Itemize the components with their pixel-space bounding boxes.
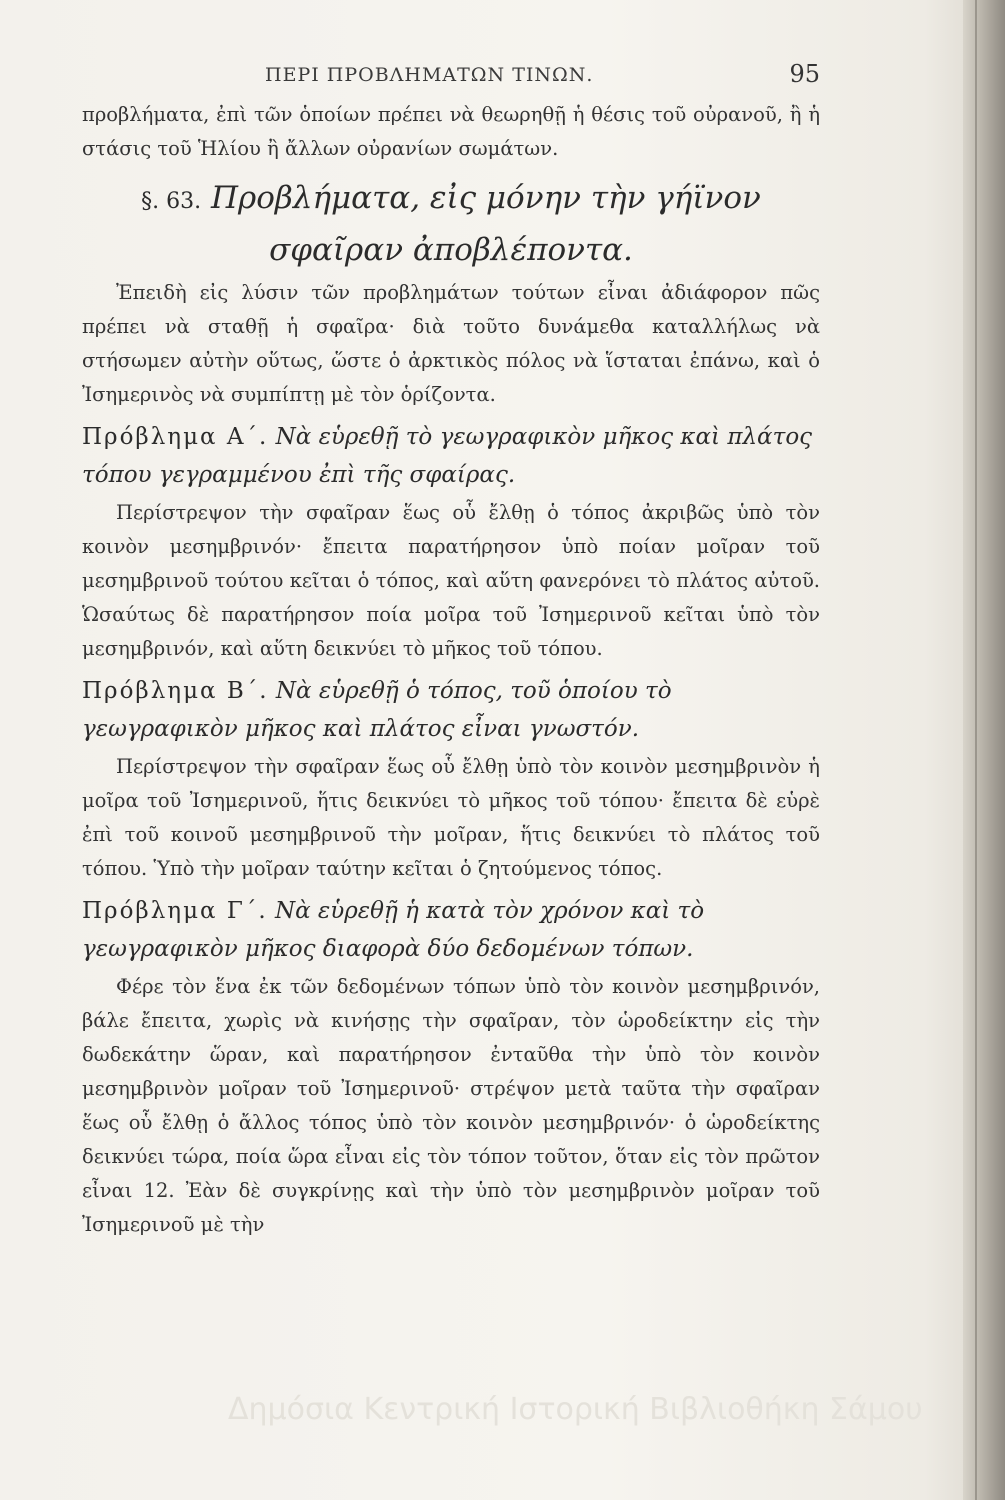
problem-c-heading	[82, 892, 820, 968]
section-paragraph: Ἐπειδὴ εἰς λύσιν τῶν προβλημάτων τούτων εἶναι ἀδιάφορον πῶς πρέπει νὰ σταθῇ ἡ σφαῖρα· διὰ τοῦτο δυνάμεθα καταλλήλως νὰ στήσωμεν αὐτὴν οὕτως, ὥστε ὁ ἀρκτικὸς πόλος νὰ ἵσταται ἐπάνω, καὶ ὁ Ἰσημερινὸς νὰ συμπίπτῃ μὲ τὸν ὁρίζοντα.	[82, 281, 820, 406]
library-watermark: Δημόσια Κεντρική Ιστορική Βιβλιοθήκη Σάμου	[228, 1392, 923, 1427]
problem-b-statement: Νὰ εὑρεθῇ ὁ τόπος, τοῦ ὁποίου τὸ γεωγραφικὸν μῆκος καὶ πλάτος εἶναι γνωστόν.	[82, 678, 672, 742]
page-edge	[963, 0, 1005, 1500]
intro-paragraph: προβλήματα, ἐπὶ τῶν ὁποίων πρέπει νὰ θεωρηθῇ ἡ θέσις τοῦ οὐρανοῦ, ἢ ἡ στάσις τοῦ Ἡλίου ἢ ἄλλων οὐρανίων σωμάτων.	[82, 103, 820, 160]
section-number: §. 63.	[141, 189, 202, 214]
page-edge-line	[975, 0, 977, 1500]
problem-a-label: Πρόβλημα Α΄.	[82, 424, 269, 450]
page-number: 95	[789, 60, 820, 88]
section-title: Προβλήματα, εἰς μόνην τὴν γήϊνον σφαῖραν ἀποβλέποντα.	[210, 180, 761, 268]
page-header	[90, 60, 820, 100]
problem-c-solution: Φέρε τὸν ἕνα ἐκ τῶν δεδομένων τόπων ὑπὸ τὸν κοινὸν μεσημβρινόν, βάλε ἔπειτα, χωρὶς νὰ κινήσῃς τὴν σφαῖραν, τὸν ὡροδείκτην εἰς τὴν δωδεκάτην ὥραν, καὶ παρατήρησον ἐνταῦθα τὴν ὑπὸ τὸν κοινὸν μεσημβρινὸν μοῖραν τοῦ Ἰσημερινοῦ· στρέψον μετὰ ταῦτα τὴν σφαῖραν ἕως οὗ ἔλθῃ ὁ ἄλλος τόπος ὑπὸ τὸν κοινὸν μεσημβρινόν· ὁ ὡροδείκτης δεικνύει τώρα, ποία ὥρα εἶναι εἰς τὸν τόπον τοῦτον, ὅταν εἰς τὸν πρῶτον εἶναι 12. Ἐὰν δὲ συγκρίνῃς καὶ τὴν ὑπὸ τὸν μεσημβρινὸν μοῖραν τοῦ Ἰσημερινοῦ μὲ τὴν	[82, 975, 820, 1236]
problem-a-heading	[82, 418, 820, 494]
section-heading	[82, 174, 820, 274]
problem-a-statement: Νὰ εὑρεθῇ τὸ γεωγραφικὸν μῆκος καὶ πλάτος τόπου γεγραμμένου ἐπὶ τῆς σφαίρας.	[82, 424, 813, 488]
problem-c-label: Πρόβλημα Γ΄.	[82, 898, 268, 924]
problem-a-solution: Περίστρεψον τὴν σφαῖραν ἕως οὗ ἔλθῃ ὁ τόπος ἀκριβῶς ὑπὸ τὸν κοινὸν μεσημβρινόν· ἔπειτα παρατήρησον ὑπὸ ποίαν μοῖραν τοῦ μεσημβρινοῦ τούτου κεῖται ὁ τόπος, καὶ αὕτη φανερόνει τὸ πλάτος αὐτοῦ. Ὡσαύτως δὲ παρατήρησον ποία μοῖρα τοῦ Ἰσημερινοῦ κεῖται ὑπὸ τὸν μεσημβρινόν, καὶ αὕτη δεικνύει τὸ μῆκος τοῦ τόπου.	[82, 501, 820, 660]
running-head: ΠΕΡΙ ΠΡΟΒΛΗΜΑΤΩΝ ΤΙΝΩΝ.	[265, 64, 594, 86]
page-body	[82, 98, 820, 1242]
problem-c-statement: Νὰ εὑρεθῇ ἡ κατὰ τὸν χρόνον καὶ τὸ γεωγραφικὸν μῆκος διαφορὰ δύο δεδομένων τόπων.	[82, 898, 705, 962]
problem-b-heading	[82, 672, 820, 748]
problem-b-solution: Περίστρεψον τὴν σφαῖραν ἕως οὗ ἔλθῃ ὑπὸ τὸν κοινὸν μεσημβρινὸν ἡ μοῖρα τοῦ Ἰσημερινοῦ, ἥτις δεικνύει τὸ μῆκος τοῦ τόπου· ἔπειτα δὲ εὑρὲ ἐπὶ τοῦ κοινοῦ μεσημβρινοῦ τὴν μοῖραν, ἥτις δεικνύει τὸ πλάτος τοῦ τόπου. Ὑπὸ τὴν μοῖραν ταύτην κεῖται ὁ ζητούμενος τόπος.	[82, 755, 820, 880]
problem-b-label: Πρόβλημα Β΄.	[82, 678, 269, 704]
